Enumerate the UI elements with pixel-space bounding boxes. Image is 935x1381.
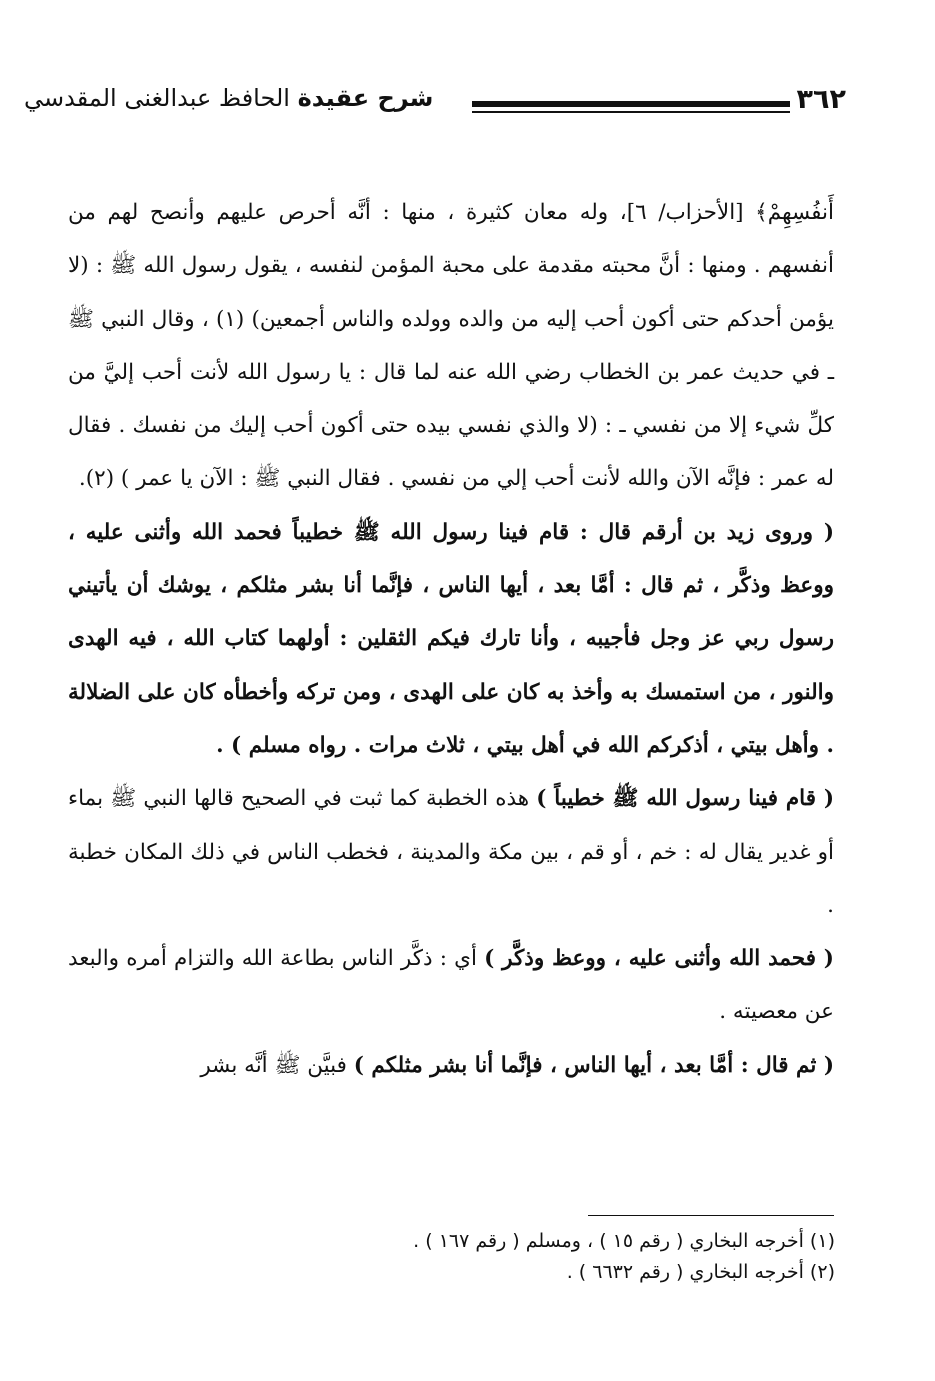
book-title-bold: شرح عقيدة <box>297 84 434 112</box>
paragraph-2-hadith: ( وروى زيد بن أرقم قال : قام فينا رسول الله ﷺ خطيباً فحمد الله وأثنى عليه ، ووعظ وذكَّر ، ثم قال : أمَّا بعد ، أيها الناس ، فإنَّما أنا بشر مثلكم ، يوشك أن يأتيني رسول ربي عز وجل فأجيبه ، وأنا تارك فيكم الثقلين : أولهما كتاب الله ، فيه الهدى والنور ، من استمسك به وأخذ به كان على الهدى ، ومن تركه وأخطأه كان على الضلالة . وأهل بيتي ، أذكركم الله في أهل بيتي ، ثلاث مرات . رواه مسلم ) . <box>68 519 834 758</box>
header-thin-rule <box>472 111 790 113</box>
paragraph-4-quote: ( فحمد الله وأثنى عليه ، ووعظ وذكَّر ) <box>484 946 834 972</box>
paragraph-3-quote: ( قام فينا رسول الله ﷺ خطيباً ) <box>536 786 834 812</box>
footnote-1: (١) أخرجه البخاري ( رقم ١٥ ) ، ومسلم ( رقم ١٦٧ ) . <box>413 1230 835 1252</box>
paragraph-3 <box>68 772 834 932</box>
paragraph-5-text: فبيَّن ﷺ أنَّه بشر <box>200 1052 354 1078</box>
paragraph-1: أَنفُسِهِمْ﴾ [الأحزاب/ ٦]، وله معان كثيرة ، منها : أنَّه أحرص عليهم وأنصح لهم من أنفسهم . ومنها : أنَّ محبته مقدمة على محبة المؤمن لنفسه ، يقول رسول الله ﷺ : (لا يؤمن أحدكم حتى أكون أحب إليه من والده وولده والناس أجمعين) (١) ، وقال النبي ﷺ ـ في حديث عمر بن الخطاب رضي الله عنه لما قال : يا رسول الله لأنت أحب إليَّ من كلِّ شيء إلا من نفسي ـ : (لا والذي نفسي بيده حتى أكون أحب إليك من نفسك . فقال له عمر : فإنَّه الآن والله لأنت أحب إلي من نفسي . فقال النبي ﷺ : الآن يا عمر ) (٢). <box>68 200 834 492</box>
paragraph-4 <box>68 932 834 1039</box>
main-text <box>68 186 834 1092</box>
header-thick-rule <box>472 101 790 107</box>
footnote-separator <box>588 1215 834 1216</box>
book-title <box>24 84 433 112</box>
paragraph-5-quote: ( ثم قال : أمَّا بعد ، أيها الناس ، فإنَّما أنا بشر مثلكم ) <box>353 1052 834 1078</box>
footnote-2: (٢) أخرجه البخاري ( رقم ٦٦٣٢ ) . <box>566 1261 835 1283</box>
paragraph-4-text: أي : ذكَّر الناس بطاعة الله والتزام أمره والبعد عن معصيته . <box>68 946 834 1025</box>
page-number: ٣٦٢ <box>796 84 846 115</box>
running-header <box>24 84 846 124</box>
paragraph-3-text: هذه الخطبة كما ثبت في الصحيح قالها النبي ﷺ بماء أو غدير يقال له : خم ، أو قم ، بين مكة والمدينة ، فخطب الناس في ذلك المكان خطبة . <box>68 786 834 918</box>
footnotes <box>235 1226 835 1288</box>
paragraph-5 <box>68 1039 834 1092</box>
book-title-rest: الحافظ عبدالغنى المقدسي <box>24 84 298 112</box>
